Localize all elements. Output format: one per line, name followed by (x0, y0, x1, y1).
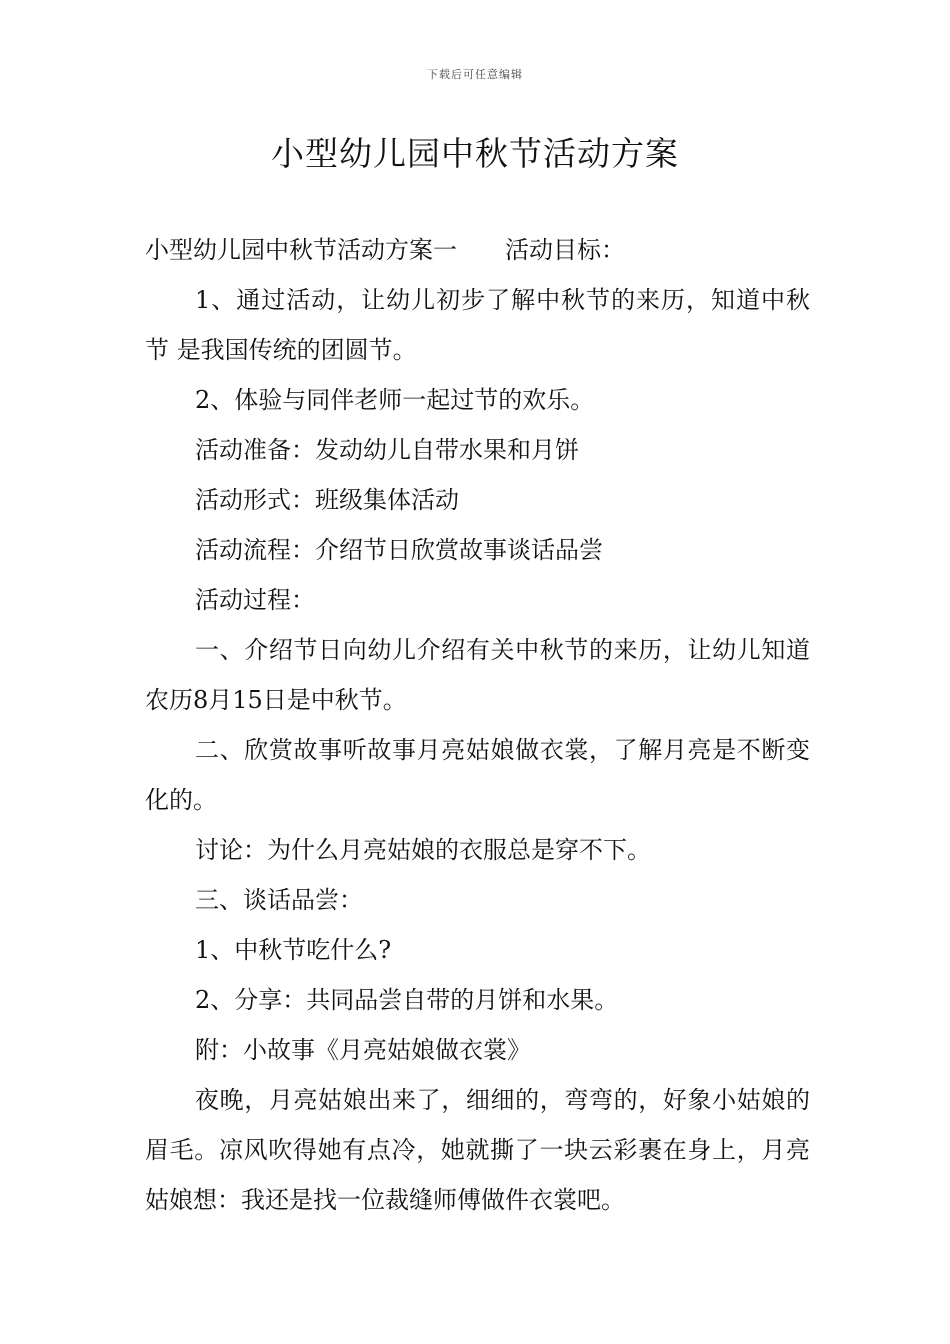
paragraph: 活动流程：介绍节日欣赏故事谈话品尝 (195, 536, 603, 564)
paragraph: 活动形式：班级集体活动 (195, 486, 459, 514)
goal-heading: 活动目标： (505, 236, 625, 264)
paragraph: 1、中秋节吃什么? (195, 936, 392, 964)
plan-subtitle: 小型幼儿园中秋节活动方案一 (145, 236, 457, 264)
paragraph: 1、通过活动，让幼儿初步了解中秋节的来历，知道中秋节 是我国传统的团圆节。 (145, 286, 810, 364)
paragraph: 夜晚，月亮姑娘出来了，细细的，弯弯的，好象小姑娘的眉毛。凉风吹得她有点冷，她就撕了一块云彩裹在身上，月亮姑娘想：我还是找一位裁缝师傅做件衣裳吧。 (145, 1086, 810, 1214)
paragraph: 二、欣赏故事听故事月亮姑娘做衣裳，了解月亮是不断变化的。 (145, 736, 810, 814)
paragraph: 附：小故事《月亮姑娘做衣裳》 (195, 1036, 531, 1064)
paragraph: 2、体验与同伴老师一起过节的欢乐。 (195, 386, 595, 414)
intro-line (145, 225, 810, 275)
paragraph: 讨论：为什么月亮姑娘的衣服总是穿不下。 (195, 836, 651, 864)
paragraph: 三、谈话品尝： (195, 886, 363, 914)
paragraph: 一、介绍节日向幼儿介绍有关中秋节的来历，让幼儿知道农历8月15日是中秋节。 (145, 636, 810, 714)
paragraph: 活动过程： (195, 586, 315, 614)
header-note: 下载后可任意编辑 (427, 68, 523, 81)
paragraph: 活动准备：发动幼儿自带水果和月饼 (195, 436, 579, 464)
document-body (145, 225, 810, 1225)
paragraph: 2、分享：共同品尝自带的月饼和水果。 (195, 986, 619, 1014)
document-title: 小型幼儿园中秋节活动方案 (271, 134, 679, 173)
